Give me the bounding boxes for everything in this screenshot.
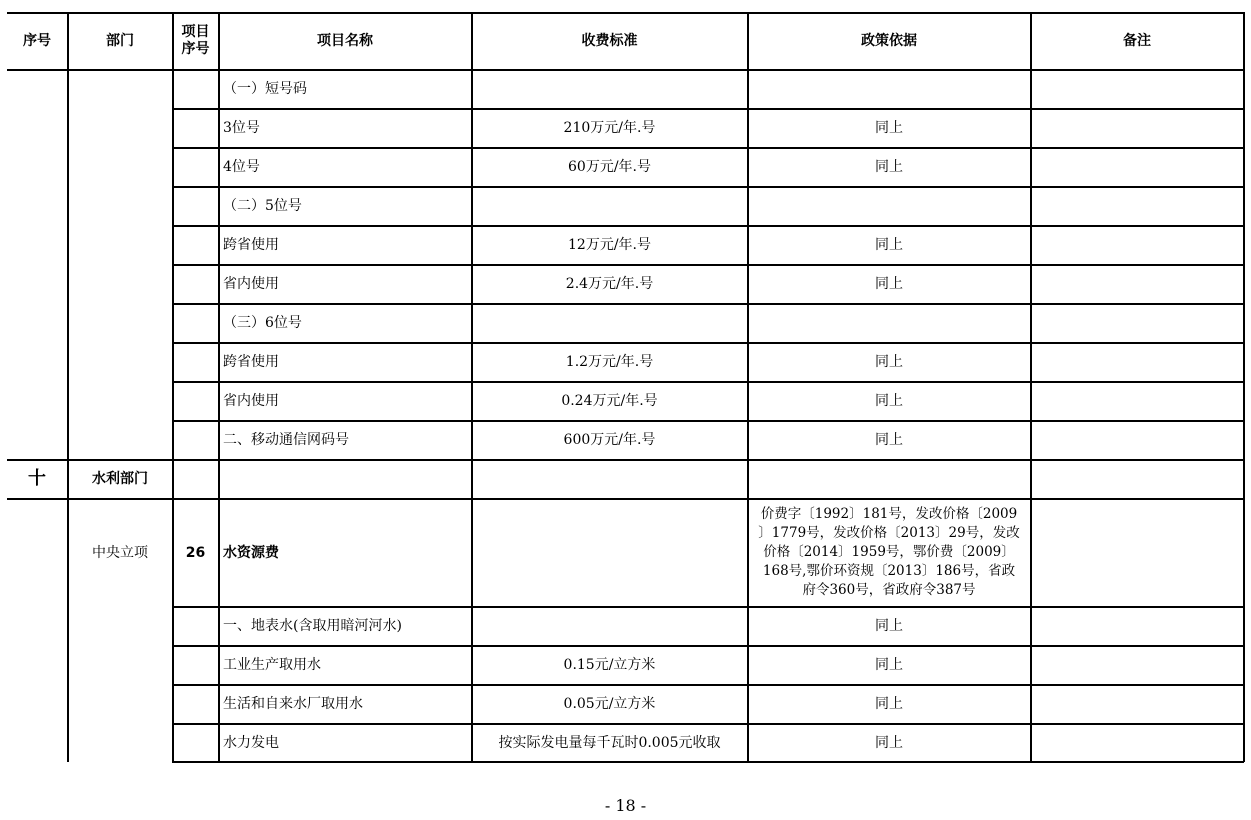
item-name-cell: 跨省使用 bbox=[223, 354, 279, 370]
policy-cell: 同上 bbox=[875, 734, 903, 751]
section-seq: 十 bbox=[28, 468, 46, 489]
fee-cell: 600万元/年.号 bbox=[563, 432, 656, 448]
col-divider bbox=[1030, 12, 1032, 762]
policy-cell: 同上 bbox=[875, 159, 903, 175]
fee-cell: 210万元/年.号 bbox=[563, 120, 656, 136]
item-name-cell: 生活和自来水厂取用水 bbox=[223, 696, 363, 712]
policy-cell: 同上 bbox=[875, 276, 903, 292]
fee-cell: 60万元/年.号 bbox=[568, 159, 651, 175]
page-number: - 18 - bbox=[604, 796, 647, 815]
fee-cell bbox=[472, 187, 747, 225]
item-name-cell: 工业生产取用水 bbox=[223, 657, 321, 673]
water-item-name: 水资源费 bbox=[223, 544, 279, 561]
header-dept: 部门 bbox=[106, 33, 134, 49]
row-divider bbox=[7, 459, 1244, 461]
header-fee-standard: 收费标准 bbox=[581, 33, 638, 49]
policy-cell bbox=[748, 70, 1030, 108]
col-divider bbox=[67, 12, 69, 762]
item-name-cell: 4位号 bbox=[223, 159, 260, 175]
fee-cell: 12万元/年.号 bbox=[568, 237, 651, 253]
policy-line: 府令360号，省政府令387号 bbox=[802, 582, 976, 598]
header-seq: 序号 bbox=[23, 33, 51, 49]
item-name-cell: 3位号 bbox=[223, 120, 260, 136]
policy-cell: 同上 bbox=[875, 237, 903, 253]
fee-cell: 0.05元/立方米 bbox=[563, 696, 656, 712]
fee-cell bbox=[472, 70, 747, 108]
policy-cell: 同上 bbox=[875, 354, 903, 370]
policy-line: 价格〔2014〕1959号，鄂价费〔2009〕 bbox=[763, 544, 1015, 560]
item-name-cell: 二、移动通信网码号 bbox=[223, 432, 349, 448]
header-remark: 备注 bbox=[1123, 33, 1151, 49]
policy-cell: 同上 bbox=[875, 432, 903, 448]
header-item-name: 项目名称 bbox=[317, 33, 373, 49]
item-name-cell: 一、地表水(含取用暗河河水) bbox=[223, 618, 402, 634]
item-name-cell: （二）5位号 bbox=[223, 198, 302, 214]
table-bottom-border bbox=[172, 761, 1244, 763]
water-item-seq: 26 bbox=[185, 544, 206, 561]
policy-cell: 同上 bbox=[875, 657, 903, 673]
policy-cell bbox=[748, 304, 1030, 342]
water-policy-basis bbox=[748, 499, 1030, 606]
header-policy-basis: 政策依据 bbox=[861, 33, 917, 49]
policy-cell: 同上 bbox=[875, 120, 903, 136]
item-name-cell: 跨省使用 bbox=[223, 237, 279, 253]
fee-cell: 0.24万元/年.号 bbox=[561, 393, 658, 409]
water-dept: 中央立项 bbox=[92, 544, 148, 561]
item-name-cell: （一）短号码 bbox=[223, 81, 307, 97]
policy-cell: 同上 bbox=[875, 393, 903, 409]
fee-cell: 0.15元/立方米 bbox=[563, 657, 656, 673]
fee-cell bbox=[472, 304, 747, 342]
policy-cell: 同上 bbox=[875, 696, 903, 712]
fee-cell: 2.4万元/年.号 bbox=[565, 276, 654, 292]
col-divider bbox=[172, 12, 174, 762]
item-name-cell: （三）6位号 bbox=[223, 315, 302, 331]
fee-cell: 按实际发电量每千瓦时0.005元收取 bbox=[498, 734, 721, 751]
section-dept: 水利部门 bbox=[92, 471, 148, 487]
item-name-cell: 省内使用 bbox=[223, 276, 279, 292]
table-right-border bbox=[1243, 12, 1245, 762]
policy-line: 〕1779号，发改价格〔2013〕29号，发改 bbox=[758, 525, 1020, 541]
policy-cell bbox=[748, 187, 1030, 225]
item-name-cell: 水力发电 bbox=[223, 734, 279, 751]
fee-cell bbox=[472, 607, 747, 645]
header-item-seq: 项目 序号 bbox=[181, 24, 210, 57]
policy-line: 价费字〔1992〕181号，发改价格〔2009 bbox=[760, 506, 1018, 522]
item-name-cell: 省内使用 bbox=[223, 393, 279, 409]
policy-cell: 同上 bbox=[875, 618, 903, 634]
policy-line: 168号,鄂价环资规〔2013〕186号，省政 bbox=[762, 563, 1016, 579]
fee-cell: 1.2万元/年.号 bbox=[565, 354, 654, 370]
